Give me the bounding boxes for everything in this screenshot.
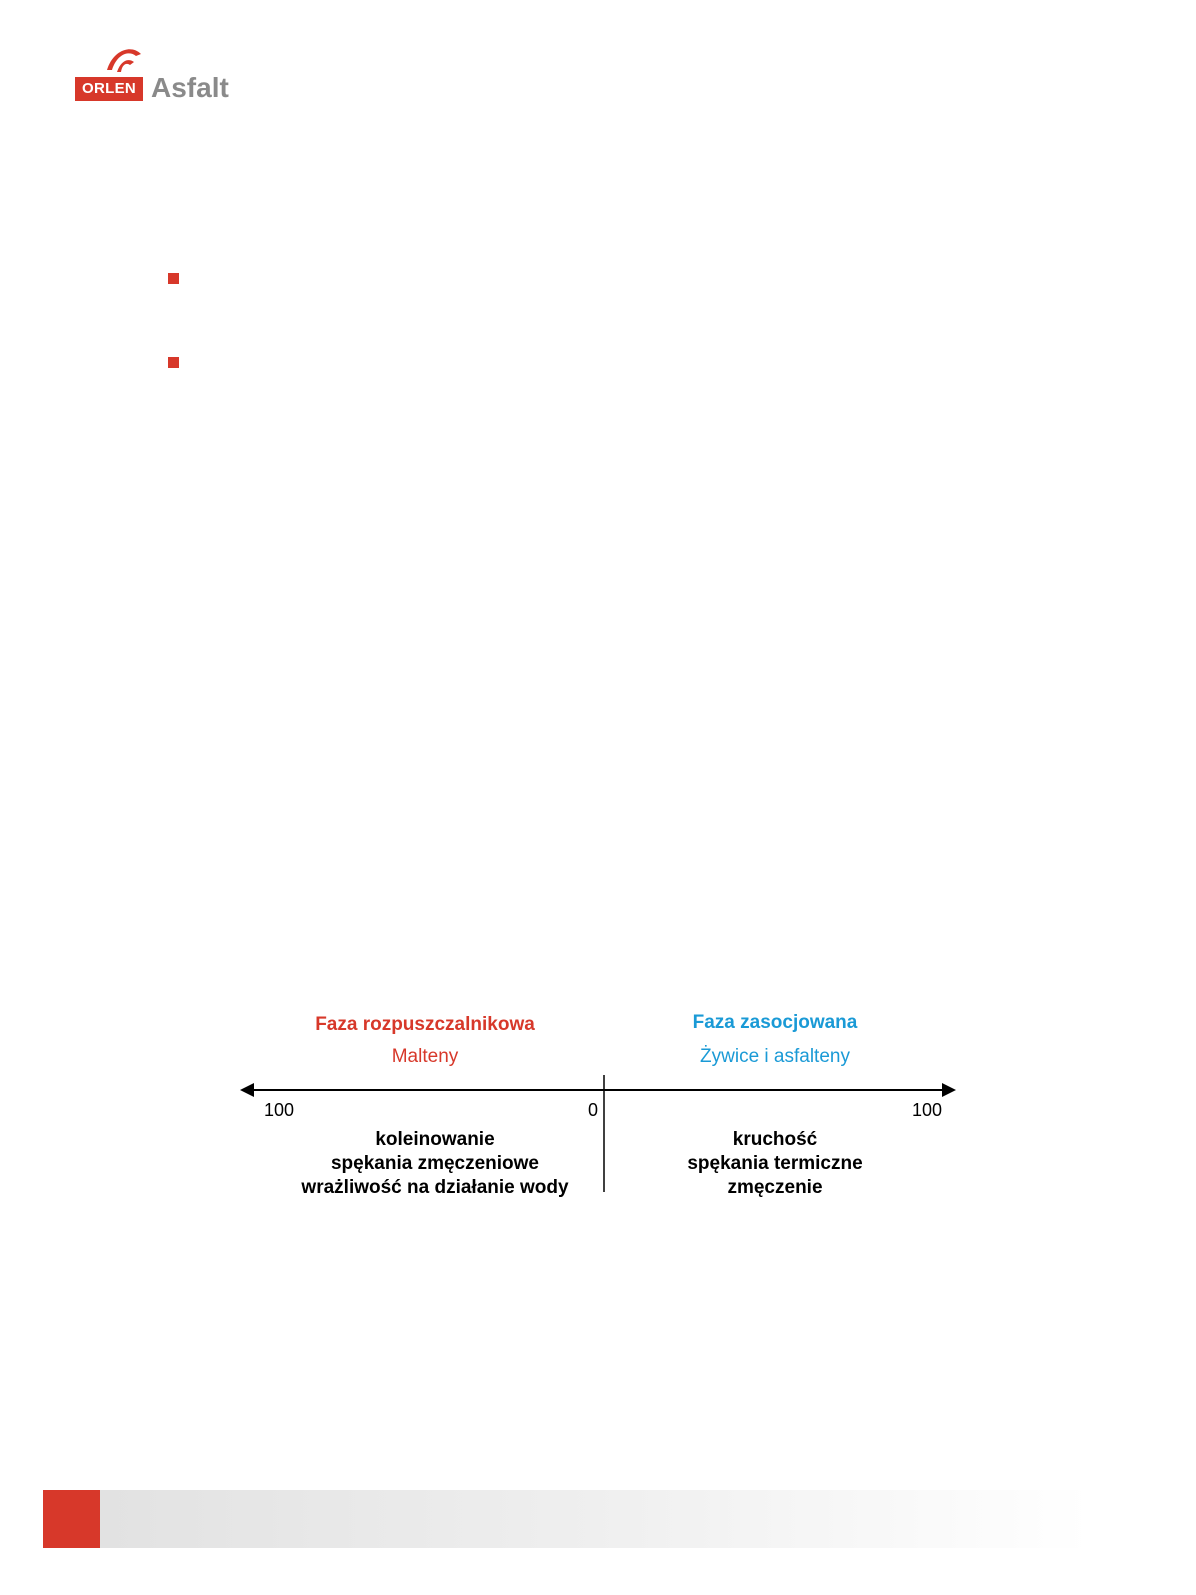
effect-item: wrażliwość na działanie wody	[301, 1177, 569, 1198]
square-bullet-icon	[168, 273, 179, 284]
footer-bar	[100, 1490, 1090, 1548]
solvent-phase-subtitle: Malteny	[391, 1046, 459, 1067]
left-arrow-head	[240, 1083, 254, 1097]
right-scale-label: 100	[912, 1100, 943, 1120]
orlen-asfalt-logo	[75, 44, 235, 104]
footer-accent-square	[43, 1490, 100, 1548]
effect-item: koleinowanie	[375, 1129, 495, 1150]
left-scale-label: 100	[264, 1100, 295, 1120]
asfalt-logo-word: Asfalt	[151, 72, 229, 103]
right-arrow-head	[942, 1083, 956, 1097]
effect-item: spękania termiczne	[687, 1153, 863, 1174]
solvent-phase-effects	[250, 1128, 620, 1200]
effect-item: kruchość	[732, 1129, 818, 1150]
square-bullet-icon	[168, 357, 179, 368]
orlen-logo-box: ORLEN	[75, 77, 143, 101]
center-scale-label: 0	[588, 1100, 599, 1120]
associated-phase-title: Faza zasocjowana	[692, 1012, 858, 1033]
associated-phase-subtitle: Żywice i asfalteny	[700, 1046, 850, 1067]
associated-phase-effects	[610, 1128, 940, 1200]
solvent-phase-title: Faza rozpuszczalnikowa	[315, 1014, 535, 1035]
orlen-eagle-icon	[103, 44, 143, 78]
effect-item: spękania zmęczeniowe	[330, 1153, 540, 1174]
effect-item: zmęczenie	[727, 1177, 823, 1198]
